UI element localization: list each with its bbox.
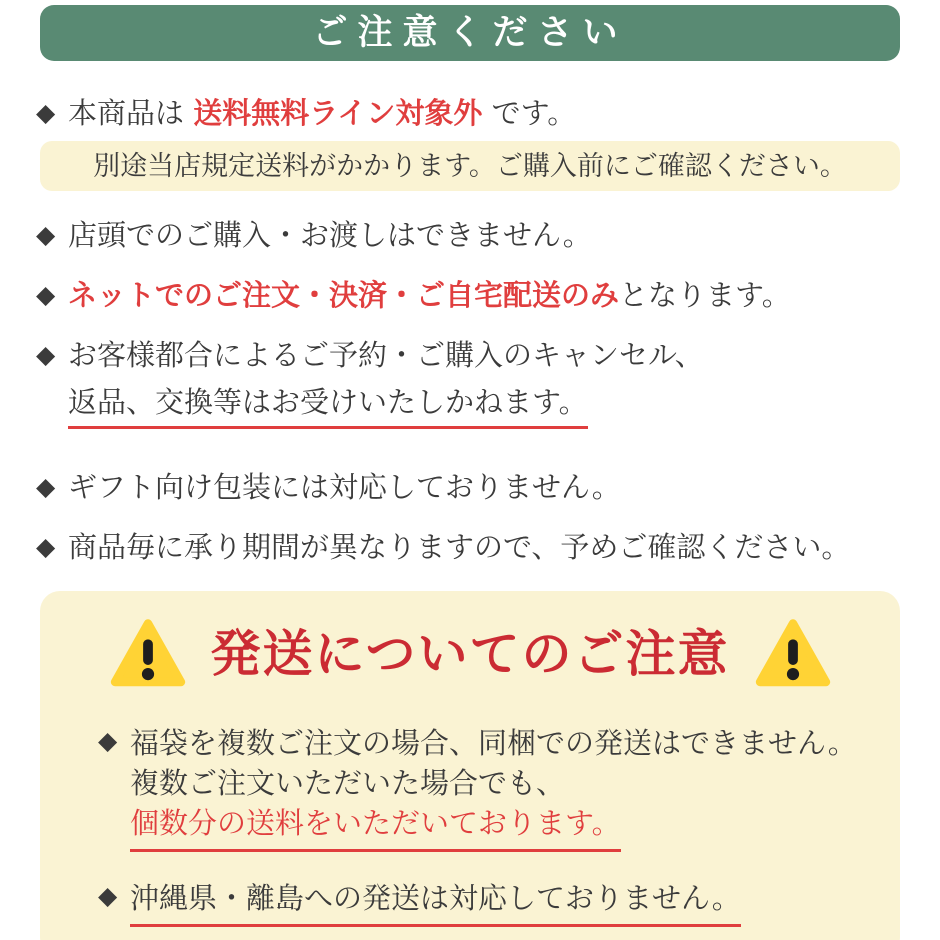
diamond-bullet-icon: ◆ [98,881,118,910]
list-item-text: 店頭でのご購入・お渡しはできません。 [68,218,592,252]
shipping-fee-note: 別途当店規定送料がかかります。ご購入前にご確認ください。 [40,141,900,191]
text-segment: お客様都合によるご予約・ご購入のキャンセル、 [68,338,704,372]
diamond-bullet-icon: ◆ [36,280,56,309]
diamond-bullet-icon: ◆ [36,532,56,561]
list-item-text [130,878,866,927]
list-item-text [68,277,902,313]
list-item-online-only [36,277,902,313]
diamond-bullet-icon: ◆ [36,340,56,369]
diamond-bullet-icon: ◆ [36,472,56,501]
notice-list [36,95,902,565]
list-item-text: 商品毎に承り期間が異なりますので、予めご確認ください。 [68,530,851,564]
highlight-text: 送料無料ライン対象外 [193,96,483,130]
warning-triangle-icon [754,617,832,691]
list-item-no-combined-shipping [98,723,866,852]
list-item-no-gift-wrap [36,469,902,505]
underlined-text: 沖縄県・離島への発送は対応しておりません。 [130,878,741,927]
list-item-text [68,337,902,429]
shipping-caution-header [74,617,866,691]
text-segment: となります。 [619,278,791,312]
diamond-bullet-icon: ◆ [36,220,56,249]
diamond-bullet-icon: ◆ [36,98,56,127]
underlined-highlight-text: 個数分の送料をいただいております。 [130,803,621,852]
list-item-text: ギフト向け包装には対応しておりません。 [68,470,621,504]
text-segment: 本商品は [68,96,194,130]
list-item-text [130,723,866,852]
list-item-no-okinawa-shipping [98,878,866,927]
list-item-no-store-pickup [36,217,902,253]
shipping-notice-list [98,723,866,927]
highlight-text: ネットでのご注文・決済・ご自宅配送のみ [68,278,620,312]
list-item-text [68,95,902,131]
warning-triangle-icon [109,617,187,691]
list-item-no-cancellation [36,337,902,429]
list-item-order-period [36,529,902,565]
text-segment: 福袋を複数ご注文の場合、同梱での発送はできません。 [130,726,857,760]
underlined-text: 返品、交換等はお受けいたしかねます。 [68,384,588,429]
text-segment: です。 [482,96,577,130]
shipping-caution-box [40,591,900,940]
text-segment: 複数ご注文いただいた場合でも、 [130,766,566,800]
diamond-bullet-icon: ◆ [98,726,118,755]
shipping-caution-title: 発送についてのご注意 [210,625,730,683]
page-title: ご注意ください [40,5,900,61]
list-item-free-shipping-exclusion [36,95,902,131]
